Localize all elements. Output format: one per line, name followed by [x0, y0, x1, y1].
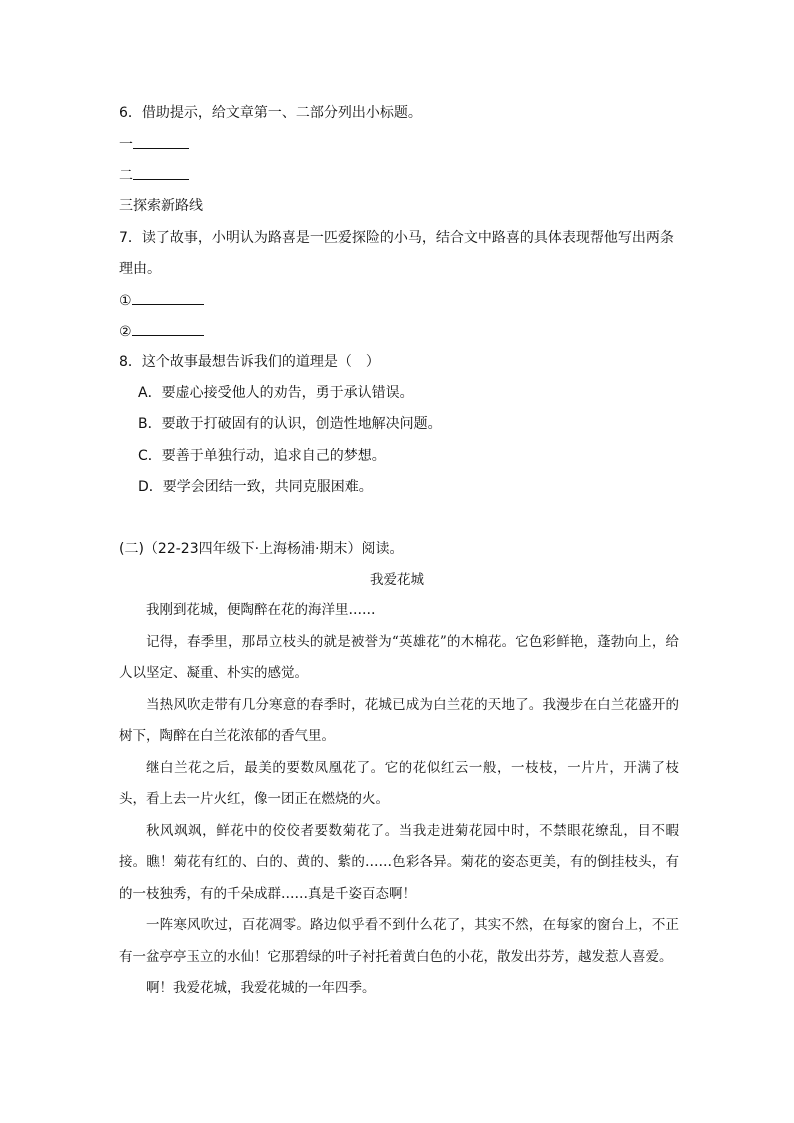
reason-blank-2[interactable] — [132, 321, 204, 336]
answer-blank-2[interactable] — [133, 165, 189, 180]
passage-paragraph: 我刚到花城，便陶醉在花的海洋里…… — [146, 602, 376, 618]
option-a[interactable]: A．要虚心接受他人的劝告，勇于承认错误。 — [138, 385, 414, 401]
answer-blank-1[interactable] — [133, 134, 189, 149]
blank-2-prefix: ② — [119, 324, 132, 340]
question-6-stem: 6．借助提示，给文章第一、二部分列出小标题。 — [119, 105, 422, 121]
line-2-prefix: 二 — [119, 168, 133, 184]
question-7-blank-line-2 — [119, 321, 204, 342]
line-1-prefix: 一 — [119, 137, 133, 153]
passage-title: 我爱花城 — [370, 572, 424, 588]
option-d[interactable]: D．要学会团结一致，共同克服困难。 — [138, 479, 373, 495]
question-6-answer-line-2 — [119, 165, 189, 186]
reason-blank-1[interactable] — [132, 290, 204, 305]
option-b[interactable]: B．要敢于打破固有的认识，创造性地解决问题。 — [138, 416, 442, 432]
passage-paragraph: 记得，春季里，那昂立枝头的就是被誉为“英雄花”的木棉花。它色彩鲜艳，蓬勃向上，给人以坚定、凝重、朴实的感觉。 — [119, 633, 679, 681]
passage-paragraph: 一阵寒风吹过，百花凋零。路边似乎看不到什么花了，其实不然，在每家的窗台上，不正有一盆亭亭玉立的水仙！它那碧绿的叶子衬托着黄白色的小花，散发出芬芳，越发惹人喜爱。 — [119, 917, 679, 965]
question-8-stem: 8．这个故事最想告诉我们的道理是（ ） — [119, 354, 380, 370]
passage-paragraph: 继白兰花之后，最美的要数凤凰花了。它的花似红云一般，一枝枝，一片片，开满了枝头，看上去一片火红，像一团正在燃烧的火。 — [119, 759, 679, 807]
option-c[interactable]: C．要善于单独行动，追求自己的梦想。 — [138, 448, 386, 464]
question-6-answer-line-1 — [119, 134, 189, 155]
question-7-stem-line-2: 理由。 — [119, 261, 161, 277]
section-2-header: (二)（22-23四年级下·上海杨浦·期末）阅读。 — [119, 541, 404, 557]
blank-1-prefix: ① — [119, 293, 132, 309]
passage-paragraph: 秋风飒飒，鲜花中的佼佼者要数菊花了。当我走进菊花园中时，不禁眼花缭乱，目不暇接。瞧！菊花有红的、白的、黄的、紫的……色彩各异。菊花的姿态更美，有的倒挂枝头，有的一枝独秀，有的千朵成群……真是千姿百态啊！ — [119, 822, 679, 902]
question-7-stem-line-1: 7．读了故事，小明认为路喜是一匹爱探险的小马，结合文中路喜的具体表现帮他写出两条 — [119, 230, 674, 246]
question-6-line-3: 三探索新路线 — [119, 198, 203, 214]
question-7-blank-line-1 — [119, 290, 204, 311]
passage-body — [119, 595, 679, 1005]
passage-paragraph: 啊！我爱花城，我爱花城的一年四季。 — [146, 980, 376, 996]
passage-paragraph: 当热风吹走带有几分寒意的春季时，花城已成为白兰花的天地了。我漫步在白兰花盛开的树下，陶醉在白兰花浓郁的香气里。 — [119, 696, 679, 744]
